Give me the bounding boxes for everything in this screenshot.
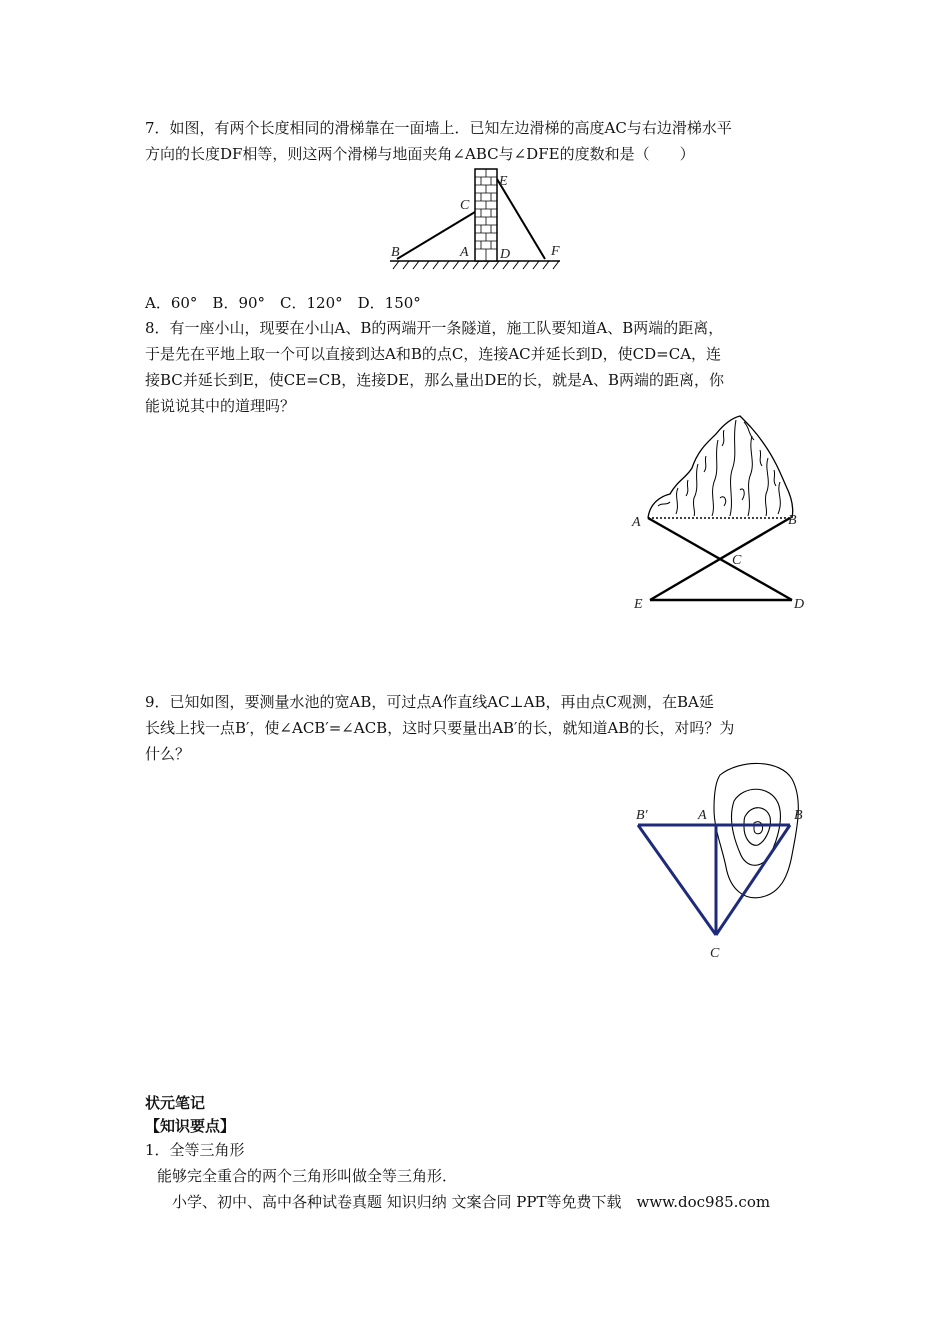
notes-title: 状元笔记 (145, 1094, 206, 1112)
q8-label-A: A (632, 515, 641, 530)
notes-item1: 1．全等三角形 (145, 1141, 245, 1159)
q7-label-F: F (551, 244, 560, 259)
q9-text-line3: 什么？ (145, 745, 191, 763)
q8-text-line3: 接BC并延长到E，使CE=CB，连接DE，那么量出DE的长，就是A、B两端的距离，你 (145, 371, 725, 389)
q7-options: A．60° B．90° C．120° D．150° (145, 294, 421, 312)
q9-label-Bprime: B′ (636, 808, 648, 823)
q8-label-D: D (794, 597, 805, 612)
q9-pool-figure (630, 755, 820, 965)
q7-label-A: A (460, 245, 469, 260)
notes-item1-text: 能够完全重合的两个三角形叫做全等三角形． (157, 1167, 458, 1185)
page-footer: 小学、初中、高中各种试卷真题 知识归纳 文案合同 PPT等免费下载 www.doc985.com (172, 1193, 771, 1211)
q9-text-line2: 长线上找一点B′，使∠ACB′=∠ACB，这时只要量出AB′的长，就知道AB的长，对吗？为 (145, 719, 735, 737)
q8-label-B: B (788, 513, 797, 528)
q7-label-B: B (391, 245, 400, 260)
q8-text-line4: 能说说其中的道理吗？ (145, 397, 296, 415)
q8-text-line2: 于是先在平地上取一个可以直接到达A和B的点C，连接AC并延长到D，使CD=CA，连 (145, 345, 722, 363)
q9-label-C: C (710, 946, 720, 961)
notes-subtitle: 【知识要点】 (145, 1117, 236, 1135)
q8-label-C: C (732, 553, 742, 568)
q7-label-D: D (500, 247, 511, 262)
q7-label-C: C (460, 198, 470, 213)
q8-mountain-figure (628, 410, 818, 615)
q8-text-line1: 8．有一座小山，现要在小山A、B的两端开一条隧道，施工队要知道A、B两端的距离， (145, 319, 724, 337)
q7-label-E: E (499, 174, 508, 189)
q9-label-B: B (794, 808, 803, 823)
q8-label-E: E (634, 597, 643, 612)
q9-text-line1: 9．已知如图，要测量水池的宽AB，可过点A作直线AC⊥AB，再由点C观测，在BA延 (145, 693, 714, 711)
q9-label-A: A (698, 808, 707, 823)
q7-text-line1: 7．如图，有两个长度相同的滑梯靠在一面墙上．已知左边滑梯的高度AC与右边滑梯水平 (145, 119, 732, 137)
q7-slide-figure (385, 165, 570, 275)
q7-text-line2: 方向的长度DF相等，则这两个滑梯与地面夹角∠ABC与∠DFE的度数和是（ ） (145, 145, 695, 163)
